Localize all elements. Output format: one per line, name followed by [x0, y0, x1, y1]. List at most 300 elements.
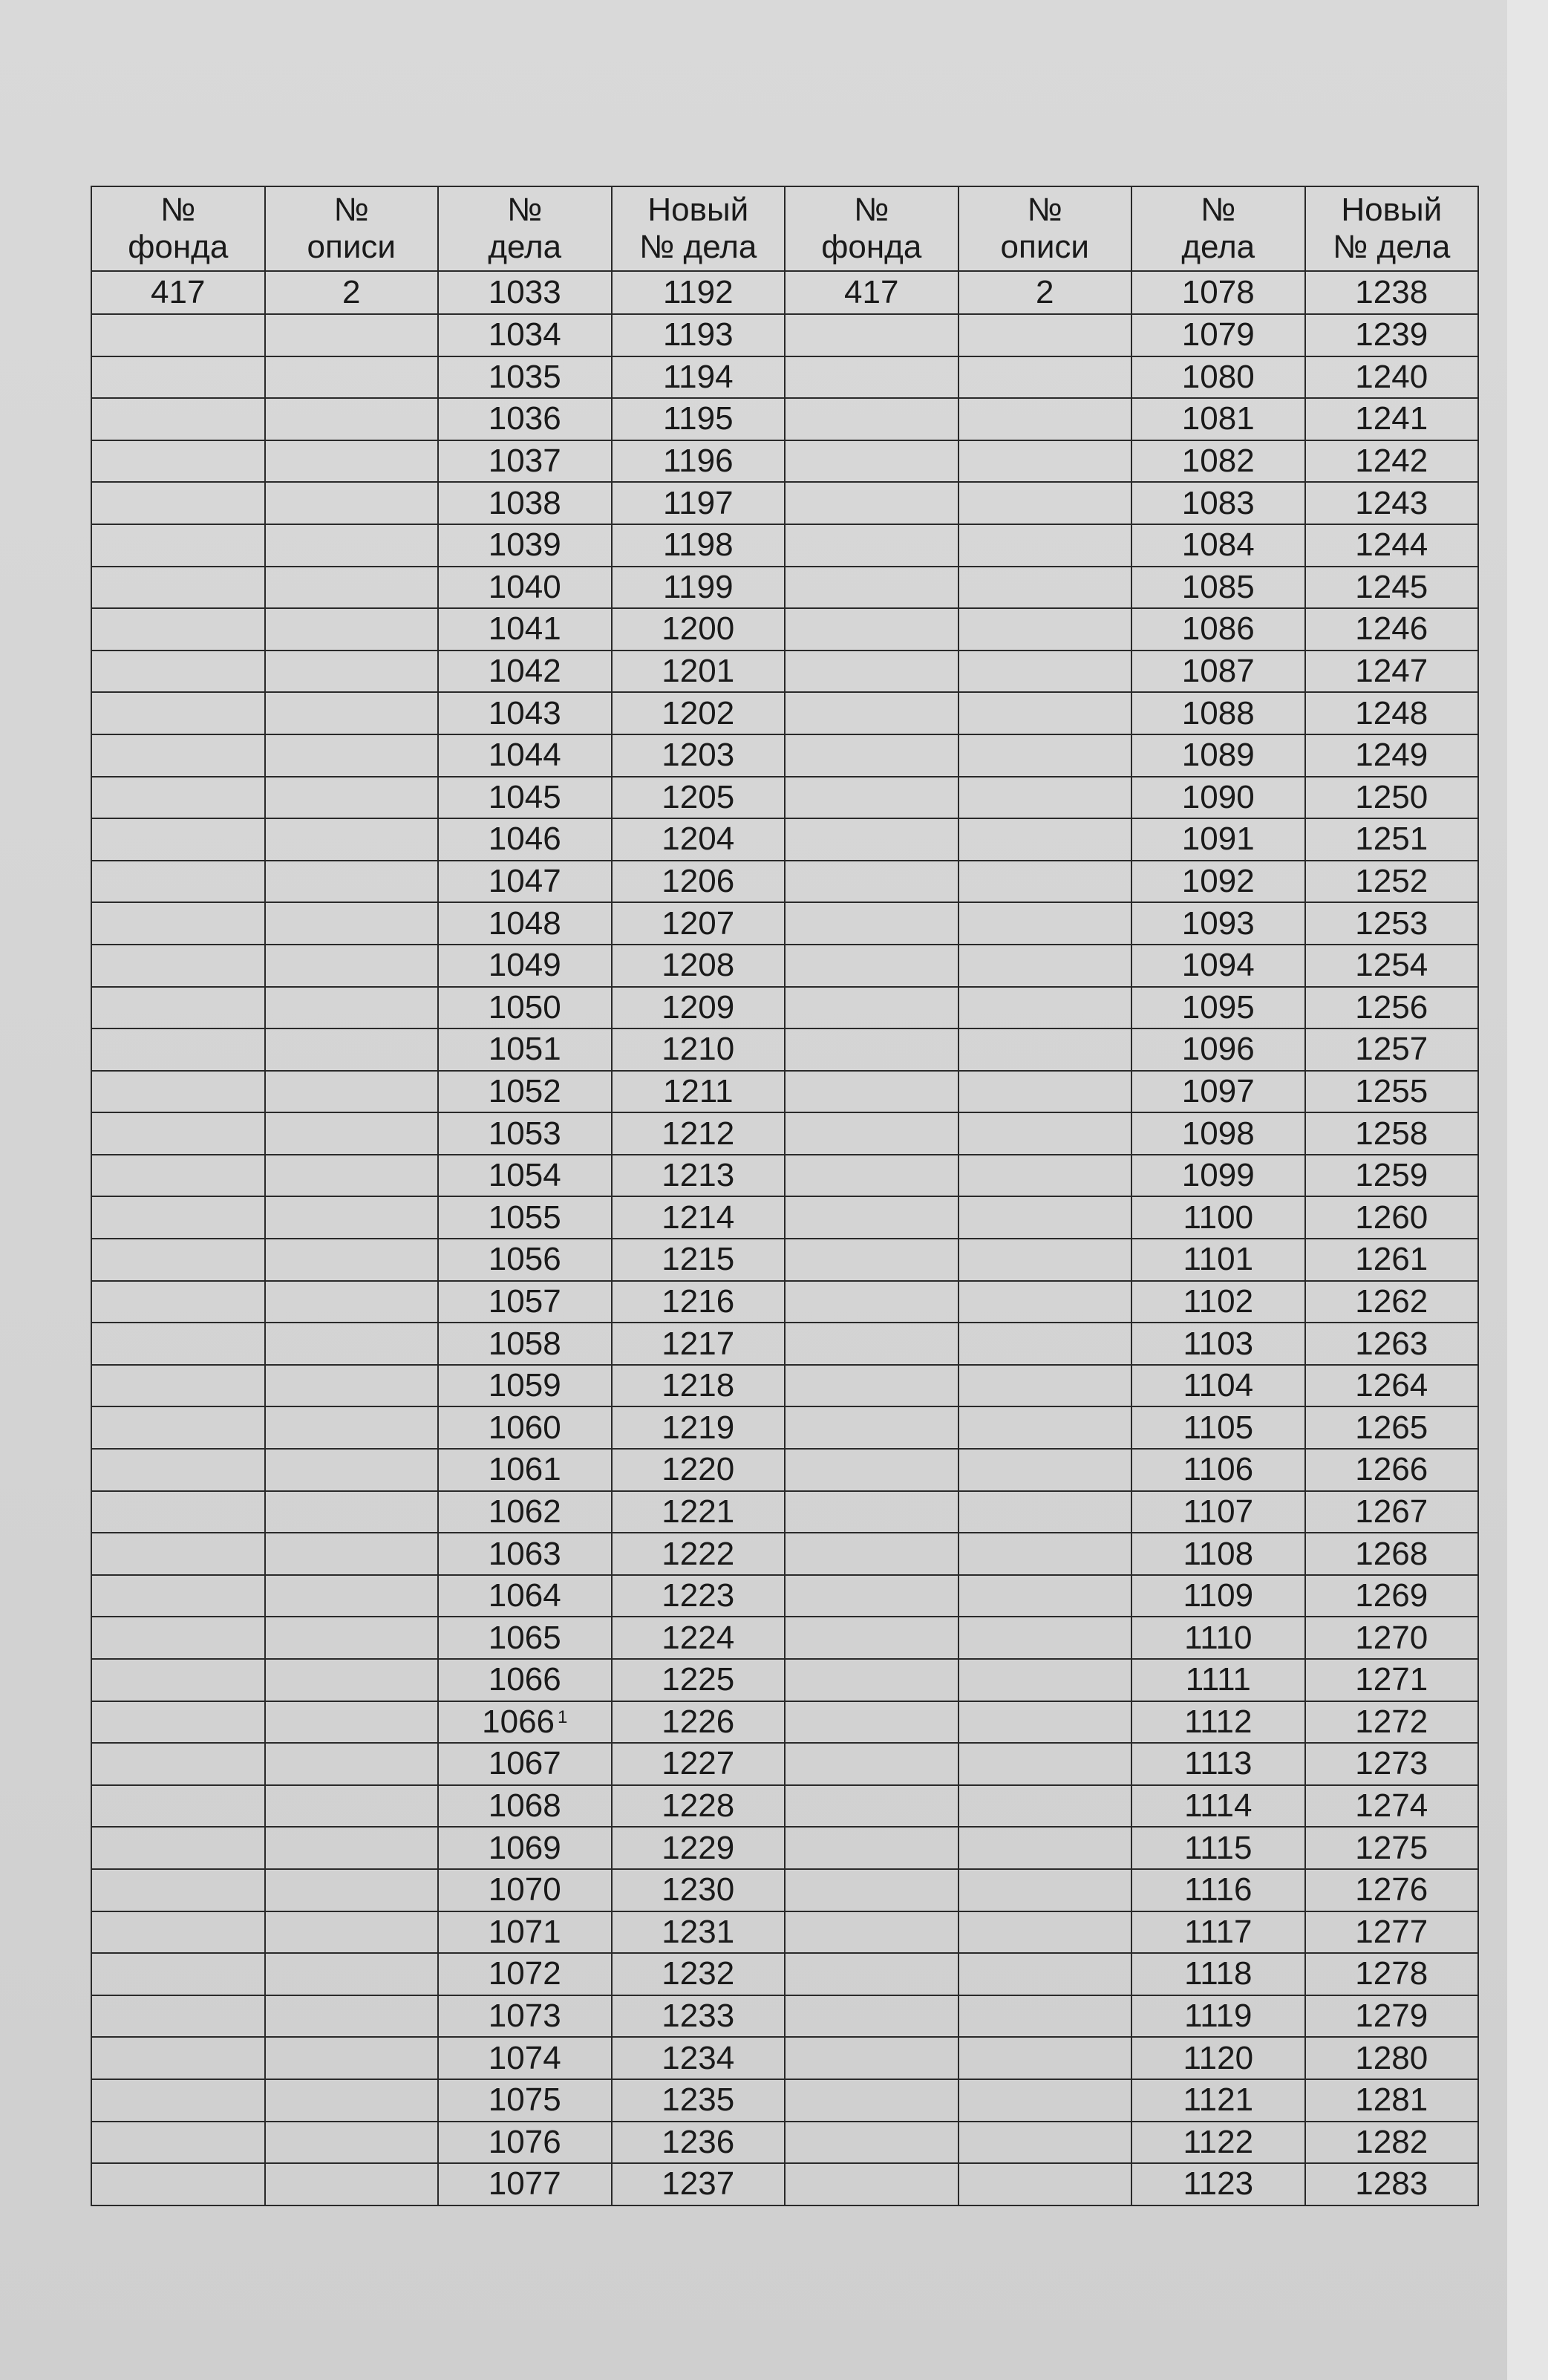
cell-new-delo-2: 1241	[1305, 398, 1479, 440]
cell-fond	[91, 1827, 265, 1869]
cell-opis-2	[958, 524, 1132, 567]
cell-opis-2	[958, 1953, 1132, 1995]
cell-fond-2	[785, 1533, 958, 1575]
cell-fond	[91, 1239, 265, 1281]
cell-fond	[91, 314, 265, 356]
cell-fond-2	[785, 861, 958, 903]
cell-fond	[91, 2122, 265, 2164]
cell-new-delo: 1205	[612, 777, 786, 819]
cell-delo-2: 1097	[1131, 1071, 1305, 1113]
cell-delo: 1057	[438, 1281, 612, 1323]
cell-fond	[91, 1365, 265, 1407]
cell-fond-2	[785, 1575, 958, 1617]
delo-suffix: 1	[558, 1706, 568, 1727]
cell-fond	[91, 1323, 265, 1365]
cell-delo: 1043	[438, 692, 612, 734]
cell-new-delo-2: 1247	[1305, 651, 1479, 693]
cell-new-delo-2: 1260	[1305, 1196, 1479, 1239]
cell-new-delo-2: 1273	[1305, 1743, 1479, 1785]
cell-fond-2	[785, 608, 958, 651]
cell-opis	[265, 1701, 439, 1744]
cell-fond	[91, 902, 265, 945]
header-delo: № дела	[438, 186, 612, 271]
cell-delo-2: 1095	[1131, 987, 1305, 1029]
cell-opis-2	[958, 1491, 1132, 1533]
cell-fond	[91, 1155, 265, 1197]
cell-fond-2	[785, 1155, 958, 1197]
cell-new-delo-2: 1243	[1305, 482, 1479, 524]
cell-opis	[265, 1575, 439, 1617]
cell-delo-2: 1091	[1131, 818, 1305, 861]
cell-delo-2: 1079	[1131, 314, 1305, 356]
cell-opis-2	[958, 608, 1132, 651]
cell-new-delo-2: 1250	[1305, 777, 1479, 819]
cell-opis: 2	[265, 271, 439, 314]
cell-fond	[91, 1785, 265, 1828]
cell-delo: 1046	[438, 818, 612, 861]
table-row	[91, 1028, 1478, 1071]
cell-fond	[91, 777, 265, 819]
cell-delo: 1076	[438, 2122, 612, 2164]
cell-opis-2	[958, 1827, 1132, 1869]
cell-new-delo: 1218	[612, 1365, 786, 1407]
cell-delo: 1062	[438, 1491, 612, 1533]
cell-fond	[91, 1953, 265, 1995]
cell-opis-2	[958, 314, 1132, 356]
cell-delo: 1066	[438, 1659, 612, 1701]
cell-new-delo: 1206	[612, 861, 786, 903]
cell-opis-2	[958, 567, 1132, 609]
cell-fond-2	[785, 777, 958, 819]
cell-opis-2	[958, 1281, 1132, 1323]
cell-fond	[91, 1281, 265, 1323]
table-row	[91, 1112, 1478, 1155]
table-row	[91, 398, 1478, 440]
cell-opis-2	[958, 734, 1132, 777]
header-fond: № фонда	[91, 186, 265, 271]
table-row	[91, 1911, 1478, 1954]
cell-fond-2	[785, 2122, 958, 2164]
cell-new-delo-2: 1267	[1305, 1491, 1479, 1533]
cell-fond-2	[785, 1911, 958, 1954]
cell-delo-2: 1085	[1131, 567, 1305, 609]
cell-opis	[265, 902, 439, 945]
cell-opis-2	[958, 945, 1132, 987]
cell-fond	[91, 818, 265, 861]
cell-fond-2	[785, 1196, 958, 1239]
cell-delo-2: 1121	[1131, 2079, 1305, 2122]
cell-delo-2: 1089	[1131, 734, 1305, 777]
cell-new-delo-2: 1274	[1305, 1785, 1479, 1828]
cell-fond-2	[785, 567, 958, 609]
cell-new-delo: 1226	[612, 1701, 786, 1744]
cell-delo: 1033	[438, 271, 612, 314]
cell-fond-2: 417	[785, 271, 958, 314]
cell-new-delo-2: 1281	[1305, 2079, 1479, 2122]
cell-new-delo: 1200	[612, 608, 786, 651]
cell-delo-2: 1105	[1131, 1406, 1305, 1449]
cell-new-delo: 1236	[612, 2122, 786, 2164]
cell-new-delo: 1225	[612, 1659, 786, 1701]
cell-fond	[91, 524, 265, 567]
cell-new-delo-2: 1240	[1305, 356, 1479, 399]
cell-new-delo: 1223	[612, 1575, 786, 1617]
table-row	[91, 2122, 1478, 2164]
table-row	[91, 1155, 1478, 1197]
cell-opis	[265, 1406, 439, 1449]
table-row	[91, 2163, 1478, 2205]
cell-delo: 1051	[438, 1028, 612, 1071]
header-fond-2: № фонда	[785, 186, 958, 271]
cell-new-delo-2: 1278	[1305, 1953, 1479, 1995]
cell-fond	[91, 567, 265, 609]
cell-opis	[265, 1323, 439, 1365]
table-row	[91, 482, 1478, 524]
cell-fond-2	[785, 398, 958, 440]
table-row	[91, 1071, 1478, 1113]
cell-new-delo: 1193	[612, 314, 786, 356]
table-row	[91, 271, 1478, 314]
table-body	[91, 271, 1478, 2205]
table-row	[91, 1491, 1478, 1533]
table-row	[91, 1196, 1478, 1239]
cell-new-delo: 1210	[612, 1028, 786, 1071]
cell-delo-2: 1088	[1131, 692, 1305, 734]
cell-fond-2	[785, 1869, 958, 1911]
cell-delo: 1072	[438, 1953, 612, 1995]
cell-fond	[91, 356, 265, 399]
cell-delo: 1047	[438, 861, 612, 903]
cell-fond	[91, 1869, 265, 1911]
header-new-delo-2: Новый № дела	[1305, 186, 1479, 271]
cell-new-delo: 1219	[612, 1406, 786, 1449]
table-row	[91, 945, 1478, 987]
cell-new-delo-2: 1268	[1305, 1533, 1479, 1575]
cell-opis-2	[958, 692, 1132, 734]
cell-fond	[91, 2163, 265, 2205]
cell-opis-2	[958, 861, 1132, 903]
cell-opis-2	[958, 2079, 1132, 2122]
cell-delo-2: 1100	[1131, 1196, 1305, 1239]
cell-fond-2	[785, 1659, 958, 1701]
cell-opis-2	[958, 651, 1132, 693]
cell-opis	[265, 861, 439, 903]
cell-delo: 1056	[438, 1239, 612, 1281]
cell-opis	[265, 1491, 439, 1533]
cell-fond-2	[785, 1028, 958, 1071]
cell-opis	[265, 1827, 439, 1869]
cell-opis-2	[958, 818, 1132, 861]
cell-new-delo: 1203	[612, 734, 786, 777]
cell-delo: 1036	[438, 398, 612, 440]
table-row	[91, 2079, 1478, 2122]
table-row	[91, 692, 1478, 734]
cell-fond	[91, 1196, 265, 1239]
table-row	[91, 1701, 1478, 1744]
cell-new-delo: 1231	[612, 1911, 786, 1954]
cell-opis	[265, 356, 439, 399]
cell-new-delo-2: 1254	[1305, 945, 1479, 987]
cell-opis-2	[958, 1365, 1132, 1407]
cell-new-delo-2: 1279	[1305, 1995, 1479, 2038]
cell-delo: 1073	[438, 1995, 612, 2038]
cell-fond: 417	[91, 271, 265, 314]
cell-delo-2: 1092	[1131, 861, 1305, 903]
cell-opis	[265, 1869, 439, 1911]
cell-delo-2: 1107	[1131, 1491, 1305, 1533]
cell-fond-2	[785, 1112, 958, 1155]
cell-new-delo-2: 1271	[1305, 1659, 1479, 1701]
cell-new-delo: 1194	[612, 356, 786, 399]
cell-opis	[265, 1995, 439, 2038]
cell-delo: 1077	[438, 2163, 612, 2205]
cell-new-delo-2: 1269	[1305, 1575, 1479, 1617]
cell-delo: 1039	[438, 524, 612, 567]
cell-opis-2	[958, 1071, 1132, 1113]
cell-new-delo-2: 1264	[1305, 1365, 1479, 1407]
cell-fond-2	[785, 2163, 958, 2205]
cell-opis	[265, 1281, 439, 1323]
cell-opis-2	[958, 398, 1132, 440]
table-row	[91, 1449, 1478, 1491]
cell-opis	[265, 945, 439, 987]
cell-delo-2: 1081	[1131, 398, 1305, 440]
cell-fond	[91, 2079, 265, 2122]
table-row	[91, 356, 1478, 399]
cell-opis	[265, 314, 439, 356]
cell-delo: 1038	[438, 482, 612, 524]
cell-opis-2	[958, 1323, 1132, 1365]
renumbering-table-wrap	[91, 186, 1479, 2206]
table-row	[91, 1406, 1478, 1449]
cell-new-delo: 1209	[612, 987, 786, 1029]
cell-delo: 1040	[438, 567, 612, 609]
cell-fond-2	[785, 1827, 958, 1869]
cell-new-delo-2: 1270	[1305, 1617, 1479, 1659]
cell-delo-2: 1096	[1131, 1028, 1305, 1071]
cell-new-delo: 1216	[612, 1281, 786, 1323]
cell-fond	[91, 734, 265, 777]
cell-fond	[91, 1071, 265, 1113]
table-row	[91, 734, 1478, 777]
cell-delo-2: 1101	[1131, 1239, 1305, 1281]
cell-fond-2	[785, 482, 958, 524]
cell-delo: 1035	[438, 356, 612, 399]
cell-delo: 1055	[438, 1196, 612, 1239]
table-row	[91, 567, 1478, 609]
cell-delo-2: 1119	[1131, 1995, 1305, 2038]
cell-opis	[265, 1617, 439, 1659]
cell-delo: 1041	[438, 608, 612, 651]
cell-opis	[265, 734, 439, 777]
cell-opis	[265, 1449, 439, 1491]
cell-delo: 1052	[438, 1071, 612, 1113]
header-new-delo: Новый № дела	[612, 186, 786, 271]
cell-delo-2: 1112	[1131, 1701, 1305, 1744]
cell-fond-2	[785, 1406, 958, 1449]
cell-fond	[91, 1701, 265, 1744]
table-row	[91, 1953, 1478, 1995]
cell-opis-2	[958, 987, 1132, 1029]
cell-fond	[91, 1659, 265, 1701]
cell-fond	[91, 651, 265, 693]
cell-delo-2: 1108	[1131, 1533, 1305, 1575]
cell-new-delo: 1207	[612, 902, 786, 945]
cell-fond-2	[785, 1617, 958, 1659]
cell-delo: 1067	[438, 1743, 612, 1785]
cell-opis-2	[958, 1239, 1132, 1281]
cell-fond-2	[785, 987, 958, 1029]
cell-delo-2: 1118	[1131, 1953, 1305, 1995]
cell-opis	[265, 1743, 439, 1785]
cell-fond	[91, 1491, 265, 1533]
table-row	[91, 1617, 1478, 1659]
cell-new-delo-2: 1262	[1305, 1281, 1479, 1323]
cell-delo-2: 1122	[1131, 2122, 1305, 2164]
table-row	[91, 1239, 1478, 1281]
cell-new-delo: 1195	[612, 398, 786, 440]
table-row	[91, 440, 1478, 483]
cell-delo-2: 1098	[1131, 1112, 1305, 1155]
cell-delo-2: 1117	[1131, 1911, 1305, 1954]
cell-opis-2	[958, 2122, 1132, 2164]
cell-opis-2	[958, 1028, 1132, 1071]
cell-fond-2	[785, 1953, 958, 1995]
cell-new-delo: 1211	[612, 1071, 786, 1113]
cell-opis	[265, 398, 439, 440]
cell-opis	[265, 692, 439, 734]
cell-new-delo: 1229	[612, 1827, 786, 1869]
cell-fond-2	[785, 1071, 958, 1113]
cell-new-delo: 1215	[612, 1239, 786, 1281]
cell-new-delo: 1197	[612, 482, 786, 524]
cell-fond-2	[785, 1995, 958, 2038]
cell-fond-2	[785, 902, 958, 945]
cell-new-delo: 1192	[612, 271, 786, 314]
cell-fond	[91, 1112, 265, 1155]
cell-delo-2: 1110	[1131, 1617, 1305, 1659]
table-row	[91, 1743, 1478, 1785]
cell-delo: 1075	[438, 2079, 612, 2122]
table-row	[91, 902, 1478, 945]
cell-delo: 1059	[438, 1365, 612, 1407]
cell-fond-2	[785, 1491, 958, 1533]
cell-new-delo-2: 1282	[1305, 2122, 1479, 2164]
cell-fond-2	[785, 1785, 958, 1828]
cell-fond-2	[785, 1239, 958, 1281]
cell-delo: 1049	[438, 945, 612, 987]
cell-opis-2	[958, 1617, 1132, 1659]
cell-opis	[265, 524, 439, 567]
table-row	[91, 1995, 1478, 2038]
cell-opis-2	[958, 1995, 1132, 2038]
cell-fond	[91, 1449, 265, 1491]
cell-delo: 1071	[438, 1911, 612, 1954]
cell-delo-2: 1114	[1131, 1785, 1305, 1828]
table-row	[91, 1827, 1478, 1869]
cell-opis-2	[958, 1196, 1132, 1239]
cell-opis-2	[958, 2163, 1132, 2205]
cell-new-delo: 1234	[612, 2037, 786, 2079]
cell-delo-2: 1115	[1131, 1827, 1305, 1869]
cell-opis	[265, 482, 439, 524]
cell-fond	[91, 1995, 265, 2038]
cell-fond	[91, 1028, 265, 1071]
cell-opis-2	[958, 1659, 1132, 1701]
cell-new-delo: 1228	[612, 1785, 786, 1828]
cell-new-delo-2: 1261	[1305, 1239, 1479, 1281]
cell-opis	[265, 1196, 439, 1239]
cell-fond	[91, 692, 265, 734]
cell-fond-2	[785, 2037, 958, 2079]
cell-new-delo-2: 1242	[1305, 440, 1479, 483]
cell-delo-2: 1080	[1131, 356, 1305, 399]
renumbering-table	[91, 186, 1479, 2206]
cell-delo-2: 1123	[1131, 2163, 1305, 2205]
cell-fond-2	[785, 1365, 958, 1407]
cell-delo: 1042	[438, 651, 612, 693]
cell-opis	[265, 2163, 439, 2205]
cell-fond	[91, 1617, 265, 1659]
cell-new-delo-2: 1265	[1305, 1406, 1479, 1449]
cell-opis-2	[958, 440, 1132, 483]
cell-delo: 1068	[438, 1785, 612, 1828]
cell-fond	[91, 1533, 265, 1575]
cell-delo: 1069	[438, 1827, 612, 1869]
cell-opis	[265, 1028, 439, 1071]
table-row	[91, 314, 1478, 356]
cell-new-delo-2: 1244	[1305, 524, 1479, 567]
cell-new-delo: 1227	[612, 1743, 786, 1785]
cell-new-delo: 1202	[612, 692, 786, 734]
cell-fond	[91, 1911, 265, 1954]
delo-number: 1066	[482, 1703, 555, 1740]
cell-opis	[265, 1365, 439, 1407]
cell-delo-2: 1111	[1131, 1659, 1305, 1701]
table-row	[91, 524, 1478, 567]
cell-new-delo: 1237	[612, 2163, 786, 2205]
table-row	[91, 1659, 1478, 1701]
cell-delo: 1063	[438, 1533, 612, 1575]
cell-new-delo-2: 1251	[1305, 818, 1479, 861]
cell-fond	[91, 398, 265, 440]
cell-opis	[265, 2079, 439, 2122]
cell-opis-2	[958, 1911, 1132, 1954]
cell-opis	[265, 1911, 439, 1954]
cell-delo: 1058	[438, 1323, 612, 1365]
cell-opis-2	[958, 1701, 1132, 1744]
cell-opis	[265, 1071, 439, 1113]
cell-new-delo: 1214	[612, 1196, 786, 1239]
cell-delo: 1054	[438, 1155, 612, 1197]
cell-fond-2	[785, 314, 958, 356]
cell-new-delo-2: 1239	[1305, 314, 1479, 356]
cell-opis	[265, 440, 439, 483]
cell-opis-2	[958, 1155, 1132, 1197]
table-row	[91, 1323, 1478, 1365]
cell-new-delo: 1221	[612, 1491, 786, 1533]
cell-new-delo: 1204	[612, 818, 786, 861]
cell-new-delo-2: 1246	[1305, 608, 1479, 651]
cell-opis-2	[958, 1575, 1132, 1617]
cell-delo-2: 1099	[1131, 1155, 1305, 1197]
cell-delo-2: 1103	[1131, 1323, 1305, 1365]
cell-new-delo: 1235	[612, 2079, 786, 2122]
cell-delo: 1045	[438, 777, 612, 819]
cell-delo-2: 1116	[1131, 1869, 1305, 1911]
cell-new-delo-2: 1259	[1305, 1155, 1479, 1197]
cell-fond	[91, 945, 265, 987]
